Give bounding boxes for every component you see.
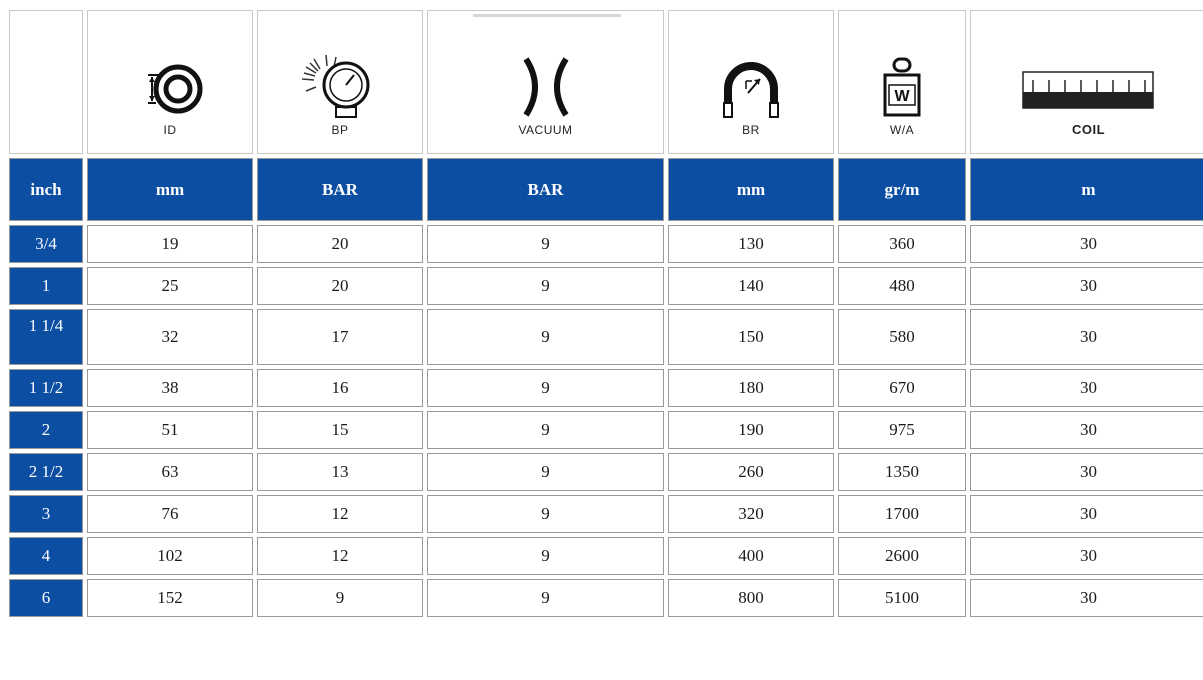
mm-cell: 102: [87, 537, 253, 575]
unit-bar-vacuum: BAR: [427, 158, 664, 221]
vacuum-cell: 9: [427, 369, 664, 407]
burst-pressure-icon: [300, 53, 380, 119]
coil-caption: COIL: [1071, 122, 1106, 137]
bp-cell: 20: [257, 267, 423, 305]
coil-cell: 30: [970, 267, 1203, 305]
table-row: [9, 579, 1203, 617]
weight-cell: 580: [838, 309, 966, 365]
wa-caption: W/A: [889, 123, 915, 137]
weight-cell: 2600: [838, 537, 966, 575]
mm-cell: 63: [87, 453, 253, 491]
coil-cell: 30: [970, 411, 1203, 449]
br-cell: 190: [668, 411, 834, 449]
br-cell: 140: [668, 267, 834, 305]
coil-header-cell: [970, 10, 1203, 154]
weight-cell: 670: [838, 369, 966, 407]
empty-corner-cell: [9, 10, 83, 154]
inch-cell: 3/4: [9, 225, 83, 263]
mm-cell: 19: [87, 225, 253, 263]
bp-header-cell: [257, 10, 423, 154]
unit-inch: inch: [9, 158, 83, 221]
vacuum-cell: 9: [427, 267, 664, 305]
inch-cell: 2: [9, 411, 83, 449]
coil-cell: 30: [970, 537, 1203, 575]
bp-caption: BP: [331, 123, 349, 137]
weight-cell: 1350: [838, 453, 966, 491]
table-row: [9, 309, 1203, 365]
bp-cell: 15: [257, 411, 423, 449]
coil-cell: 30: [970, 579, 1203, 617]
coil-cell: 30: [970, 453, 1203, 491]
vacuum-cell: 9: [427, 579, 664, 617]
weight-cell: 975: [838, 411, 966, 449]
vacuum-cell: 9: [427, 309, 664, 365]
coil-cell: 30: [970, 225, 1203, 263]
br-cell: 180: [668, 369, 834, 407]
hose-spec-table: [5, 6, 1203, 621]
br-cell: 800: [668, 579, 834, 617]
mm-cell: 152: [87, 579, 253, 617]
inch-cell: 2 1/2: [9, 453, 83, 491]
mm-cell: 51: [87, 411, 253, 449]
weight-cell: 360: [838, 225, 966, 263]
mm-cell: 25: [87, 267, 253, 305]
unit-m: m: [970, 158, 1203, 221]
inch-cell: 4: [9, 537, 83, 575]
unit-mm: mm: [87, 158, 253, 221]
vacuum-cell: 9: [427, 225, 664, 263]
table-row: [9, 267, 1203, 305]
bp-cell: 16: [257, 369, 423, 407]
coil-cell: 30: [970, 495, 1203, 533]
inch-cell: 1 1/4: [9, 309, 83, 365]
coil-ruler-icon: [1019, 62, 1159, 118]
units-header-row: [9, 158, 1203, 221]
br-cell: 400: [668, 537, 834, 575]
bp-cell: 20: [257, 225, 423, 263]
vacuum-cell: 9: [427, 411, 664, 449]
bp-cell: 12: [257, 495, 423, 533]
br-cell: 320: [668, 495, 834, 533]
weight-icon: [877, 55, 927, 119]
br-cell: 150: [668, 309, 834, 365]
table-row: [9, 411, 1203, 449]
weight-cell: 1700: [838, 495, 966, 533]
mm-cell: 76: [87, 495, 253, 533]
unit-mm-br: mm: [668, 158, 834, 221]
wa-header-cell: [838, 10, 966, 154]
table-row: [9, 495, 1203, 533]
weight-cell: 5100: [838, 579, 966, 617]
vacuum-caption: VACUUM: [518, 123, 573, 137]
vacuum-cell: 9: [427, 453, 664, 491]
inch-cell: 1: [9, 267, 83, 305]
br-cell: 260: [668, 453, 834, 491]
table-row: [9, 453, 1203, 491]
inner-diameter-icon: [130, 59, 210, 119]
table-row: [9, 537, 1203, 575]
inch-cell: 3: [9, 495, 83, 533]
vacuum-header-cell: [427, 10, 664, 154]
inch-cell: 6: [9, 579, 83, 617]
inch-cell: 1 1/2: [9, 369, 83, 407]
bp-cell: 9: [257, 579, 423, 617]
table-row: [9, 225, 1203, 263]
icon-header-row: [9, 10, 1203, 154]
bp-cell: 17: [257, 309, 423, 365]
unit-grm: gr/m: [838, 158, 966, 221]
coil-cell: 30: [970, 309, 1203, 365]
bend-radius-icon: [716, 59, 786, 119]
weight-cell: 480: [838, 267, 966, 305]
bp-cell: 12: [257, 537, 423, 575]
br-header-cell: [668, 10, 834, 154]
vacuum-icon: [516, 55, 576, 119]
table-row: [9, 369, 1203, 407]
br-caption: BR: [742, 123, 760, 137]
unit-bar-bp: BAR: [257, 158, 423, 221]
bp-cell: 13: [257, 453, 423, 491]
mm-cell: 32: [87, 309, 253, 365]
coil-cell: 30: [970, 369, 1203, 407]
id-header-cell: [87, 10, 253, 154]
vacuum-cell: 9: [427, 537, 664, 575]
id-caption: ID: [163, 123, 177, 137]
vacuum-cell: 9: [427, 495, 664, 533]
mm-cell: 38: [87, 369, 253, 407]
svg-text:W: W: [894, 88, 910, 105]
br-cell: 130: [668, 225, 834, 263]
